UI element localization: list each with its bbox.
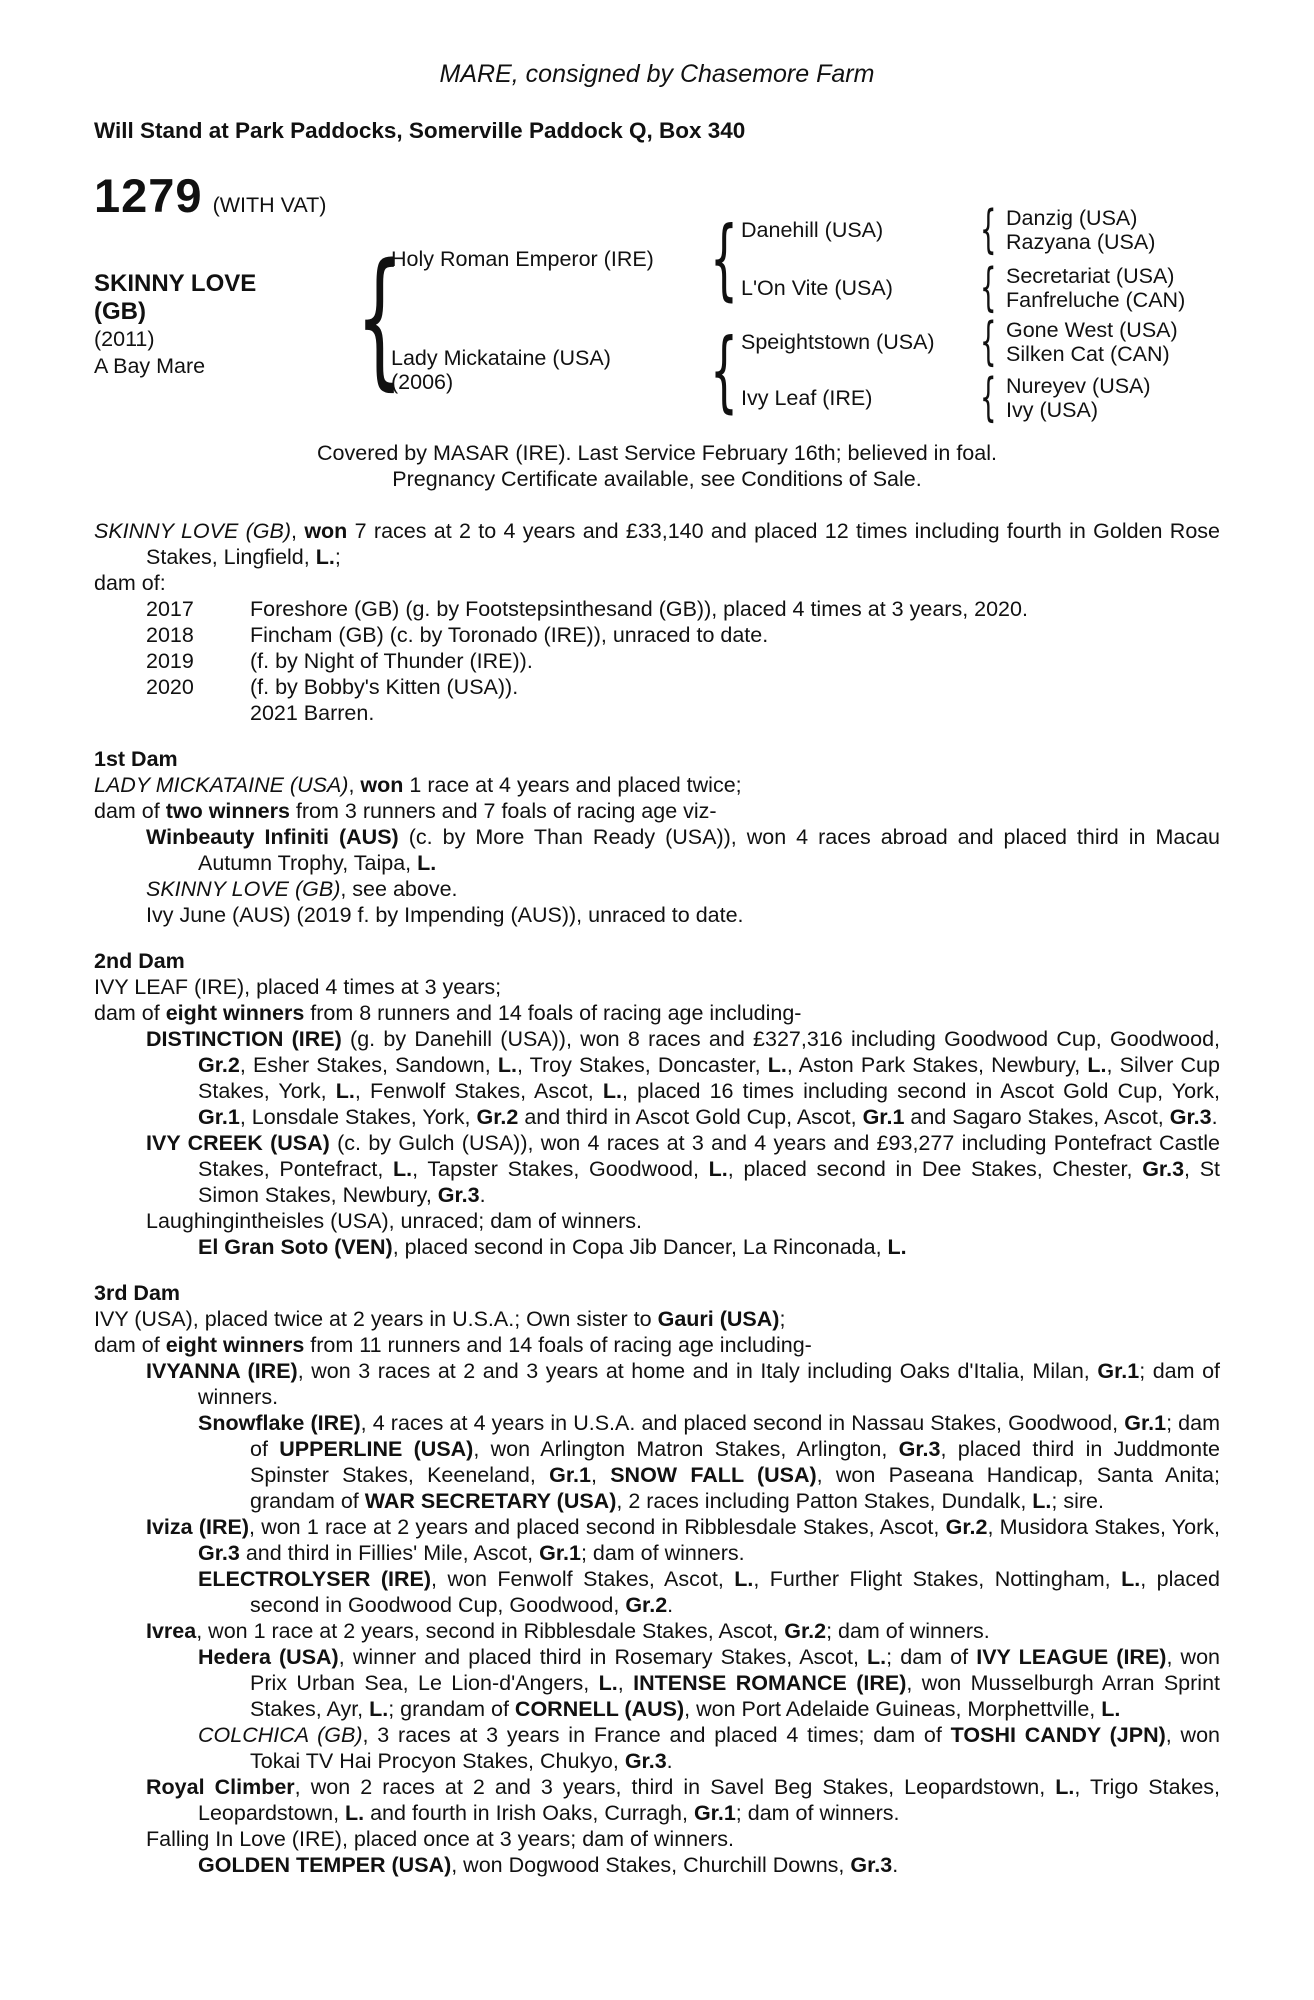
text-segment: . bbox=[666, 1749, 673, 1773]
text-segment: , bbox=[291, 519, 305, 543]
text-segment: , won Dogwood Stakes, Churchill Downs, bbox=[451, 1853, 851, 1877]
text-segment: , bbox=[617, 1671, 634, 1695]
text-segment: , placed 16 times including second in Ascot Gold Cup, York, bbox=[622, 1079, 1220, 1103]
text-segment: , placed second in Goodwood Cup, Goodwood, bbox=[250, 1567, 1220, 1617]
text-segment: , Troy Stakes, Doncaster, bbox=[516, 1053, 768, 1077]
text-segment: COLCHICA (GB) bbox=[198, 1723, 363, 1747]
text-segment: , placed second in Dee Stakes, Chester, bbox=[727, 1157, 1143, 1181]
text-segment: , Trigo Stakes, Leopardstown, bbox=[198, 1775, 1221, 1825]
pedigree-text-paragraph bbox=[94, 1514, 1220, 1566]
produce-year: 2019 bbox=[146, 649, 194, 673]
pedigree-brace-dam-dam: { bbox=[980, 368, 997, 428]
pedigree-text-paragraph bbox=[94, 1332, 1220, 1358]
text-segment: L. bbox=[734, 1567, 754, 1591]
text-segment: Gr.2 bbox=[784, 1619, 827, 1643]
text-segment: Gr.2 bbox=[625, 1593, 668, 1617]
pedigree-text-paragraph bbox=[94, 1026, 1220, 1130]
catalogue-body bbox=[94, 518, 1220, 1878]
dam-section-heading: 3rd Dam bbox=[94, 1281, 181, 1305]
text-segment: IVY (USA), placed twice at 2 years in U.S.A.; Own sister to bbox=[94, 1307, 658, 1331]
text-segment: Gr.2 bbox=[476, 1105, 519, 1129]
text-segment: eight winners bbox=[165, 1001, 305, 1025]
ggp-name: Gone West (USA) bbox=[1006, 318, 1178, 342]
text-segment: eight winners bbox=[165, 1333, 305, 1357]
text-segment: , Lonsdale Stakes, York, bbox=[239, 1105, 477, 1129]
text-segment: UPPERLINE (USA) bbox=[279, 1437, 474, 1461]
text-segment: L. bbox=[767, 1053, 787, 1077]
text-segment: dam of bbox=[94, 1001, 166, 1025]
text-segment: ; bbox=[334, 545, 341, 569]
text-segment: ; bbox=[779, 1307, 786, 1331]
text-segment: ; sire. bbox=[1051, 1489, 1104, 1513]
lot-number: 1279 bbox=[94, 169, 203, 222]
text-segment: and Sagaro Stakes, Ascot, bbox=[904, 1105, 1170, 1129]
text-segment: L. bbox=[1121, 1567, 1141, 1591]
text-segment: , won Paseana Handicap, Santa Anita; grandam of bbox=[250, 1463, 1220, 1513]
dam-section-heading: 2nd Dam bbox=[94, 949, 185, 973]
pedigree-brace-main: { bbox=[356, 232, 404, 404]
text-segment: Winbeauty Infiniti (AUS) bbox=[146, 825, 399, 849]
text-segment: , won 1 race at 2 years, second in Ribblesdale Stakes, Ascot, bbox=[196, 1619, 785, 1643]
text-segment: (c. by Gulch (USA)), won 4 races at 3 and 4 years and £93,277 including Pontefract Castle Stakes, Pontefract, bbox=[198, 1131, 1221, 1181]
consignment-title: MARE, consigned by Chasemore Farm bbox=[439, 60, 875, 88]
text-segment: IVYANNA (IRE) bbox=[146, 1359, 298, 1383]
text-segment: LADY MICKATAINE (USA) bbox=[94, 773, 349, 797]
text-segment: ; dam of winners. bbox=[735, 1801, 900, 1825]
sire-sire-name: Danehill (USA) bbox=[741, 218, 884, 242]
text-segment: , 4 races at 4 years in U.S.A. and placed second in Nassau Stakes, Goodwood, bbox=[360, 1411, 1125, 1435]
text-segment: Gr.2 bbox=[198, 1053, 240, 1077]
text-segment: dam of: bbox=[94, 571, 166, 595]
text-segment: El Gran Soto (VEN) bbox=[198, 1235, 393, 1259]
text-segment: , won Port Adelaide Guineas, Morphettville, bbox=[684, 1697, 1102, 1721]
text-segment: from 11 runners and 14 foals of racing age including- bbox=[304, 1333, 812, 1357]
vat-note: (WITH VAT) bbox=[212, 193, 327, 217]
text-segment: Falling In Love (IRE), placed once at 3 years; dam of winners. bbox=[146, 1827, 734, 1851]
text-segment: Royal Climber bbox=[146, 1775, 295, 1799]
text-segment: , placed third in Juddmonte Spinster Stakes, Keeneland, bbox=[250, 1437, 1221, 1487]
text-segment: , Fenwolf Stakes, Ascot, bbox=[354, 1079, 603, 1103]
text-segment: ELECTROLYSER (IRE) bbox=[198, 1567, 432, 1591]
text-segment: L. bbox=[1055, 1775, 1075, 1799]
text-segment: Gr.3 bbox=[898, 1437, 941, 1461]
text-segment: from 8 runners and 14 foals of racing age including- bbox=[304, 1001, 802, 1025]
text-segment: , won 1 race at 2 years and placed second in Ribblesdale Stakes, Ascot, bbox=[249, 1515, 946, 1539]
text-segment: (c. by More Than Ready (USA)), won 4 races abroad and placed third in Macau Autumn Trophy, Taipa, bbox=[198, 825, 1220, 875]
text-segment: Gr.3 bbox=[437, 1183, 480, 1207]
text-segment: , see above. bbox=[340, 877, 458, 901]
text-segment: , won Fenwolf Stakes, Ascot, bbox=[431, 1567, 735, 1591]
ggp-name: Razyana (USA) bbox=[1006, 230, 1156, 254]
produce-year: 2018 bbox=[146, 623, 194, 647]
text-segment: WAR SECRETARY (USA) bbox=[364, 1489, 617, 1513]
text-segment: Gr.2 bbox=[945, 1515, 988, 1539]
pedigree-text-paragraph bbox=[94, 1618, 1220, 1644]
text-segment: , St Simon Stakes, Newbury, bbox=[198, 1157, 1221, 1207]
text-segment: L. bbox=[1032, 1489, 1052, 1513]
text-segment: , Further Flight Stakes, Nottingham, bbox=[753, 1567, 1122, 1591]
pedigree-brace-dam: { bbox=[710, 319, 738, 422]
text-segment: L. bbox=[602, 1079, 622, 1103]
text-segment: . bbox=[1211, 1105, 1218, 1129]
produce-row bbox=[94, 648, 1220, 674]
text-segment: ; dam of bbox=[250, 1411, 1220, 1461]
pedigree-text-paragraph bbox=[94, 1566, 1220, 1618]
stand-location: Will Stand at Park Paddocks, Somerville Paddock Q, Box 340 bbox=[94, 118, 746, 143]
text-segment: , won Prix Urban Sea, Le Lion-d'Angers, bbox=[250, 1645, 1220, 1695]
text-segment: L. bbox=[345, 1801, 365, 1825]
text-segment: Foreshore (GB) (g. by Footstepsinthesand (GB)), placed 4 times at 3 years, 2020. bbox=[250, 597, 1028, 621]
pedigree-text-paragraph bbox=[94, 518, 1220, 570]
text-segment: , bbox=[348, 773, 361, 797]
subject-foal-year: (2011) bbox=[94, 327, 155, 351]
text-segment: dam of bbox=[94, 1333, 166, 1357]
pedigree-text-paragraph bbox=[94, 1852, 1220, 1878]
ggp-name: Ivy (USA) bbox=[1006, 398, 1098, 422]
text-segment: L. bbox=[1101, 1697, 1121, 1721]
text-segment: 7 races at 2 to 4 years and £33,140 and placed 12 times including fourth in Golden Rose Stakes, Lingfield, bbox=[146, 519, 1220, 569]
pedigree-text-paragraph bbox=[94, 570, 1220, 596]
text-segment: Gr.1 bbox=[549, 1463, 591, 1487]
pedigree-text-paragraph bbox=[94, 974, 1220, 1000]
text-segment: Gr.3 bbox=[1169, 1105, 1212, 1129]
dam-sire-name: Speightstown (USA) bbox=[741, 330, 935, 354]
text-segment: , won Musselburgh Arran Sprint Stakes, Ayr, bbox=[250, 1671, 1221, 1721]
text-segment: Gr.3 bbox=[850, 1853, 893, 1877]
text-segment: TOSHI CANDY (JPN) bbox=[950, 1723, 1166, 1747]
covering-note bbox=[94, 440, 1220, 492]
text-segment: Gauri (USA) bbox=[657, 1307, 780, 1331]
text-segment: L. bbox=[867, 1645, 887, 1669]
text-segment: ; dam of winners. bbox=[580, 1541, 745, 1565]
pedigree-text-paragraph bbox=[94, 1306, 1220, 1332]
text-segment: , placed second in Copa Jib Dancer, La Rinconada, bbox=[392, 1235, 888, 1259]
text-segment: L. bbox=[315, 545, 335, 569]
text-segment: L. bbox=[598, 1671, 618, 1695]
ggp-name: Silken Cat (CAN) bbox=[1006, 342, 1170, 366]
text-segment: , Esher Stakes, Sandown, bbox=[239, 1053, 498, 1077]
text-segment: , Silver Cup Stakes, York, bbox=[198, 1053, 1220, 1103]
subject-country: (GB) bbox=[94, 298, 146, 325]
text-segment: SKINNY LOVE (GB) bbox=[94, 519, 292, 543]
text-segment: dam of bbox=[94, 799, 166, 823]
text-segment: L. bbox=[417, 851, 437, 875]
text-segment: L. bbox=[887, 1235, 907, 1259]
text-segment: . bbox=[667, 1593, 674, 1617]
text-segment: , 3 races at 3 years in France and placed 4 times; dam of bbox=[362, 1723, 951, 1747]
text-segment: won bbox=[304, 519, 348, 543]
text-segment: , won Tokai TV Hai Procyon Stakes, Chukyo, bbox=[250, 1723, 1220, 1773]
text-segment: two winners bbox=[165, 799, 290, 823]
text-segment: 1 race at 4 years and placed twice; bbox=[403, 773, 742, 797]
produce-row bbox=[94, 700, 1220, 726]
subject-name: SKINNY LOVE bbox=[94, 270, 257, 297]
text-segment: won bbox=[360, 773, 404, 797]
text-segment: INTENSE ROMANCE (IRE) bbox=[633, 1671, 907, 1695]
covering-line-1: Covered by MASAR (IRE). Last Service February 16th; believed in foal. bbox=[317, 441, 997, 465]
text-segment: and fourth in Irish Oaks, Curragh, bbox=[364, 1801, 694, 1825]
covering-line-2: Pregnancy Certificate available, see Conditions of Sale. bbox=[392, 467, 922, 491]
text-segment: Fincham (GB) (c. by Toronado (IRE)), unraced to date. bbox=[250, 623, 769, 647]
text-segment: IVY CREEK (USA) bbox=[146, 1131, 330, 1155]
text-segment: L. bbox=[708, 1157, 728, 1181]
ggp-name: Danzig (USA) bbox=[1006, 206, 1138, 230]
text-segment: . bbox=[892, 1853, 899, 1877]
text-segment: Ivrea bbox=[146, 1619, 197, 1643]
text-segment: . bbox=[479, 1183, 486, 1207]
text-segment: SKINNY LOVE (GB) bbox=[146, 877, 341, 901]
text-segment: , won 3 races at 2 and 3 years at home and in Italy including Oaks d'Italia, Milan, bbox=[297, 1359, 1098, 1383]
text-segment: GOLDEN TEMPER (USA) bbox=[198, 1853, 452, 1877]
text-segment: Gr.1 bbox=[539, 1541, 581, 1565]
text-segment: Snowflake (IRE) bbox=[198, 1411, 361, 1435]
pedigree-text-paragraph bbox=[94, 1358, 1220, 1410]
pedigree-text-paragraph bbox=[94, 772, 1220, 798]
subject-block bbox=[94, 270, 256, 380]
sire-name: Holy Roman Emperor (IRE) bbox=[391, 247, 654, 271]
produce-row bbox=[94, 674, 1220, 700]
text-segment: SNOW FALL (USA) bbox=[610, 1463, 817, 1487]
text-segment: Gr.3 bbox=[198, 1541, 240, 1565]
text-segment: , won Arlington Matron Stakes, Arlington, bbox=[473, 1437, 899, 1461]
text-segment: and third in Fillies' Mile, Ascot, bbox=[239, 1541, 540, 1565]
pedigree-brace-sire-sire: { bbox=[980, 200, 997, 260]
pedigree-brace-dam-sire: { bbox=[980, 312, 997, 372]
text-segment: L. bbox=[369, 1697, 389, 1721]
produce-row bbox=[94, 622, 1220, 648]
pedigree-text-paragraph bbox=[94, 1722, 1220, 1774]
pedigree-text-paragraph bbox=[94, 1208, 1220, 1234]
subject-description: A Bay Mare bbox=[94, 354, 206, 378]
pedigree-text-paragraph bbox=[94, 1644, 1220, 1722]
pedigree-text-paragraph bbox=[94, 876, 1220, 902]
text-segment: Hedera (USA) bbox=[198, 1645, 339, 1669]
produce-year: 2017 bbox=[146, 597, 194, 621]
ggp-name: Nureyev (USA) bbox=[1006, 374, 1151, 398]
text-segment: , won 2 races at 2 and 3 years, third in Savel Beg Stakes, Leopardstown, bbox=[294, 1775, 1056, 1799]
text-segment: L. bbox=[497, 1053, 517, 1077]
pedigree-brace-sire: { bbox=[710, 207, 738, 310]
text-segment: Gr.1 bbox=[693, 1801, 736, 1825]
ggp-name: Secretariat (USA) bbox=[1006, 264, 1175, 288]
pedigree-text-paragraph bbox=[94, 1130, 1220, 1208]
pedigree-text-paragraph bbox=[94, 798, 1220, 824]
pedigree-brace-sire-dam: { bbox=[980, 258, 997, 318]
text-segment: , Musidora Stakes, York, bbox=[987, 1515, 1221, 1539]
pedigree-text-paragraph bbox=[94, 1774, 1220, 1826]
produce-year: 2020 bbox=[146, 675, 194, 699]
pedigree-text-paragraph bbox=[94, 1000, 1220, 1026]
text-segment: (f. by Bobby's Kitten (USA)). bbox=[250, 675, 519, 699]
text-segment: (g. by Danehill (USA)), won 8 races and £327,316 including Goodwood Cup, Goodwood, bbox=[341, 1027, 1220, 1051]
text-segment: IVY LEAGUE (IRE) bbox=[976, 1645, 1167, 1669]
text-segment: ; grandam of bbox=[388, 1697, 515, 1721]
text-segment: L. bbox=[1087, 1053, 1107, 1077]
text-segment: , Tapster Stakes, Goodwood, bbox=[412, 1157, 709, 1181]
text-segment: ; dam of bbox=[886, 1645, 977, 1669]
produce-row bbox=[94, 596, 1220, 622]
text-segment: Gr.1 bbox=[198, 1105, 240, 1129]
pedigree-text-paragraph bbox=[94, 1826, 1220, 1852]
text-segment: , Aston Park Stakes, Newbury, bbox=[786, 1053, 1088, 1077]
text-segment: , 2 races including Patton Stakes, Dundalk, bbox=[616, 1489, 1033, 1513]
pedigree-text-paragraph bbox=[94, 902, 1220, 928]
pedigree-text-paragraph bbox=[94, 1234, 1220, 1260]
dam-name: Lady Mickataine (USA) bbox=[391, 346, 611, 370]
text-segment: Gr.1 bbox=[1097, 1359, 1140, 1383]
text-segment: ; dam of winners. bbox=[826, 1619, 990, 1643]
pedigree-text-paragraph bbox=[94, 1410, 1220, 1514]
dam-foal-year: (2006) bbox=[391, 370, 454, 394]
text-segment: Iviza (IRE) bbox=[146, 1515, 249, 1539]
text-segment: , winner and placed third in Rosemary Stakes, Ascot, bbox=[338, 1645, 868, 1669]
text-segment: and third in Ascot Gold Cup, Ascot, bbox=[518, 1105, 863, 1129]
text-segment: ; dam of winners. bbox=[198, 1359, 1221, 1409]
text-segment: L. bbox=[335, 1079, 355, 1103]
pedigree-chart bbox=[94, 169, 1220, 428]
text-segment: DISTINCTION (IRE) bbox=[146, 1027, 342, 1051]
text-segment: Gr.3 bbox=[1142, 1157, 1185, 1181]
ggp-name: Fanfreluche (CAN) bbox=[1006, 288, 1186, 312]
text-segment: from 3 runners and 7 foals of racing age viz- bbox=[289, 799, 717, 823]
sire-dam-name: L'On Vite (USA) bbox=[741, 276, 893, 300]
text-segment: Laughingintheisles (USA), unraced; dam of winners. bbox=[146, 1209, 642, 1233]
text-segment: , bbox=[590, 1463, 611, 1487]
text-segment: CORNELL (AUS) bbox=[514, 1697, 685, 1721]
text-segment: Gr.1 bbox=[862, 1105, 905, 1129]
text-segment: L. bbox=[393, 1157, 413, 1181]
text-segment: Gr.3 bbox=[624, 1749, 667, 1773]
text-segment: (f. by Night of Thunder (IRE)). bbox=[250, 649, 533, 673]
lot-row bbox=[94, 169, 327, 222]
dam-dam-name: Ivy Leaf (IRE) bbox=[741, 386, 873, 410]
pedigree-text-paragraph bbox=[94, 824, 1220, 876]
text-segment: Gr.1 bbox=[1124, 1411, 1167, 1435]
text-segment: Ivy June (AUS) (2019 f. by Impending (AUS)), unraced to date. bbox=[146, 903, 744, 927]
text-segment: 2021 Barren. bbox=[250, 701, 375, 725]
dam-section-heading: 1st Dam bbox=[94, 747, 178, 771]
text-segment: IVY LEAF (IRE), placed 4 times at 3 years; bbox=[94, 975, 502, 999]
